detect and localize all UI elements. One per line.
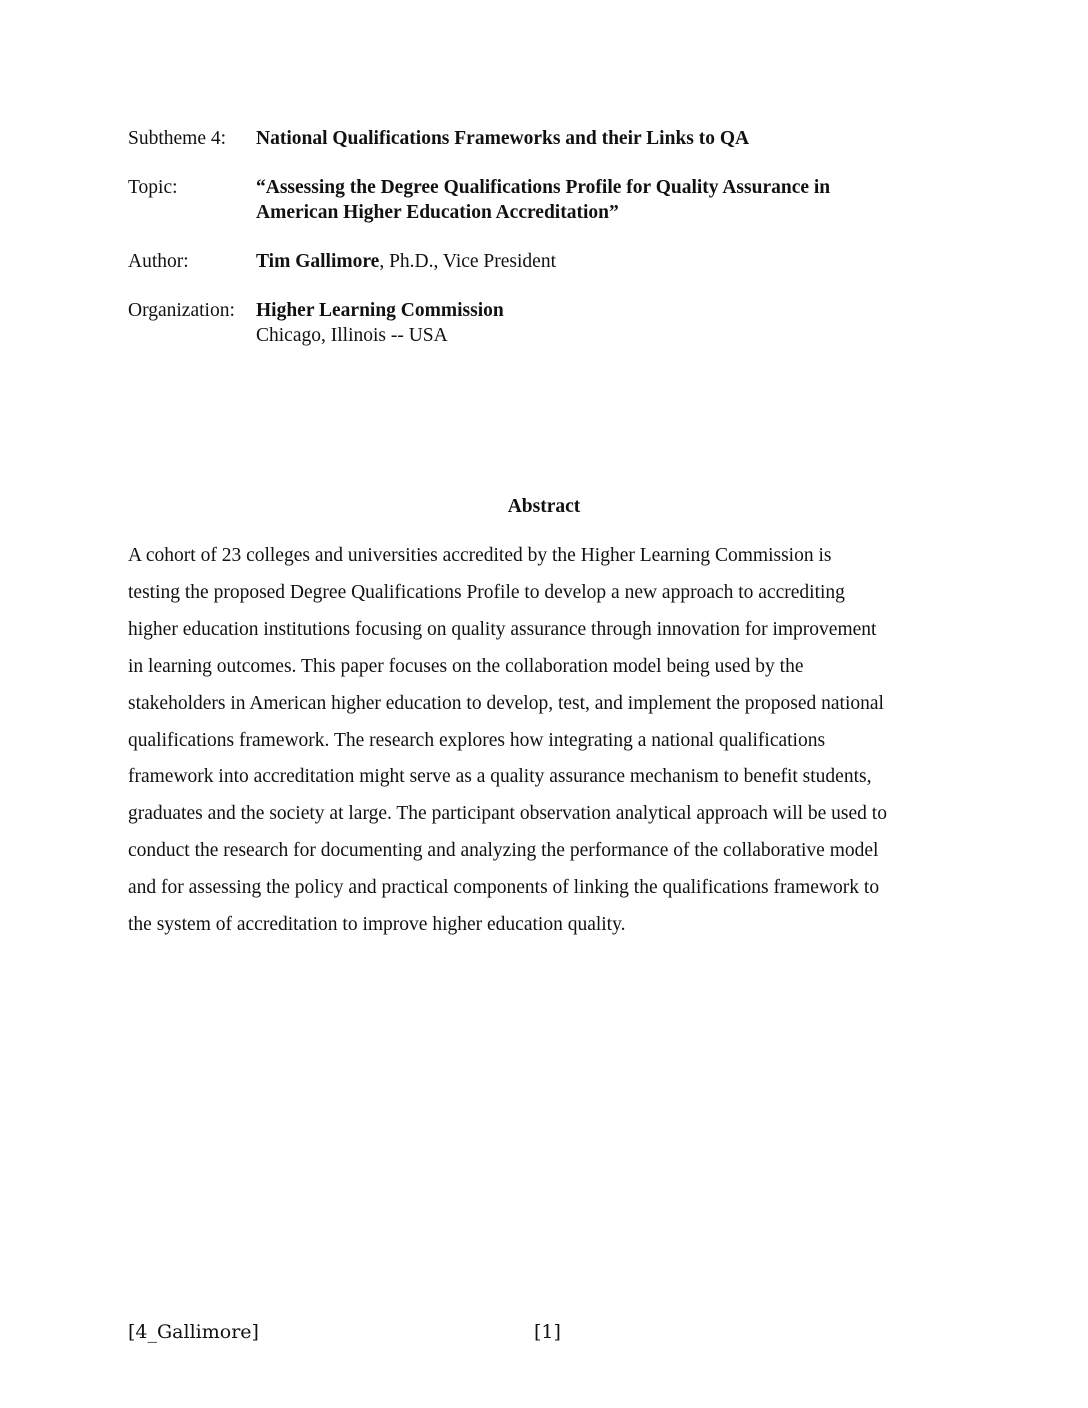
- author-value: [256, 249, 968, 274]
- abstract-line: the system of accreditation to improve higher education quality.: [128, 914, 626, 936]
- topic-label: Topic:: [128, 177, 178, 198]
- abstract-body: [128, 538, 966, 944]
- author-label: Author:: [128, 251, 189, 272]
- abstract-line: in learning outcomes. This paper focuses on the collaboration model being used by the: [128, 655, 804, 677]
- abstract-line: framework into accreditation might serve as a quality assurance mechanism to benefit students,: [128, 766, 872, 788]
- topic-row: [128, 175, 968, 225]
- abstract-line: graduates and the society at large. The participant observation analytical approach will be used to: [128, 803, 887, 825]
- abstract-line: and for assessing the policy and practical components of linking the qualifications framework to: [128, 877, 880, 899]
- topic-value-line-1: “Assessing the Degree Qualifications Profile for Quality Assurance in: [256, 177, 831, 198]
- subtheme-value: National Qualifications Frameworks and their Links to QA: [256, 128, 750, 149]
- subtheme-label: Subtheme 4:: [128, 128, 227, 149]
- organization-name: Higher Learning Commission: [256, 300, 504, 321]
- abstract-line: qualifications framework. The research explores how integrating a national qualifications: [128, 729, 826, 751]
- abstract-line: higher education institutions focusing on quality assurance through innovation for improvement: [128, 618, 877, 640]
- footer-page-number: [1]: [534, 1321, 561, 1343]
- abstract-line: stakeholders in American higher education to develop, test, and implement the proposed national: [128, 692, 884, 714]
- organization-location: Chicago, Illinois -- USA: [256, 325, 448, 346]
- organization-value: [256, 298, 968, 348]
- abstract-line: testing the proposed Degree Qualifications Profile to develop a new approach to accrediting: [128, 581, 845, 603]
- abstract-heading: Abstract: [507, 496, 581, 517]
- author-title: , Ph.D., Vice President: [379, 251, 556, 272]
- author-row: [128, 249, 968, 274]
- author-name: Tim Gallimore: [256, 251, 380, 272]
- organization-label: Organization:: [128, 300, 235, 321]
- document-metadata: [128, 126, 968, 372]
- topic-value-line-2: American Higher Education Accreditation”: [256, 202, 619, 223]
- abstract-line: A cohort of 23 colleges and universities accredited by the Higher Learning Commission is: [128, 545, 832, 566]
- topic-value: [256, 175, 968, 225]
- subtheme-row: [128, 126, 968, 151]
- organization-row: [128, 298, 968, 348]
- footer-document-id: [4_Gallimore]: [128, 1321, 259, 1343]
- abstract-line: conduct the research for documenting and analyzing the performance of the collaborative model: [128, 840, 879, 862]
